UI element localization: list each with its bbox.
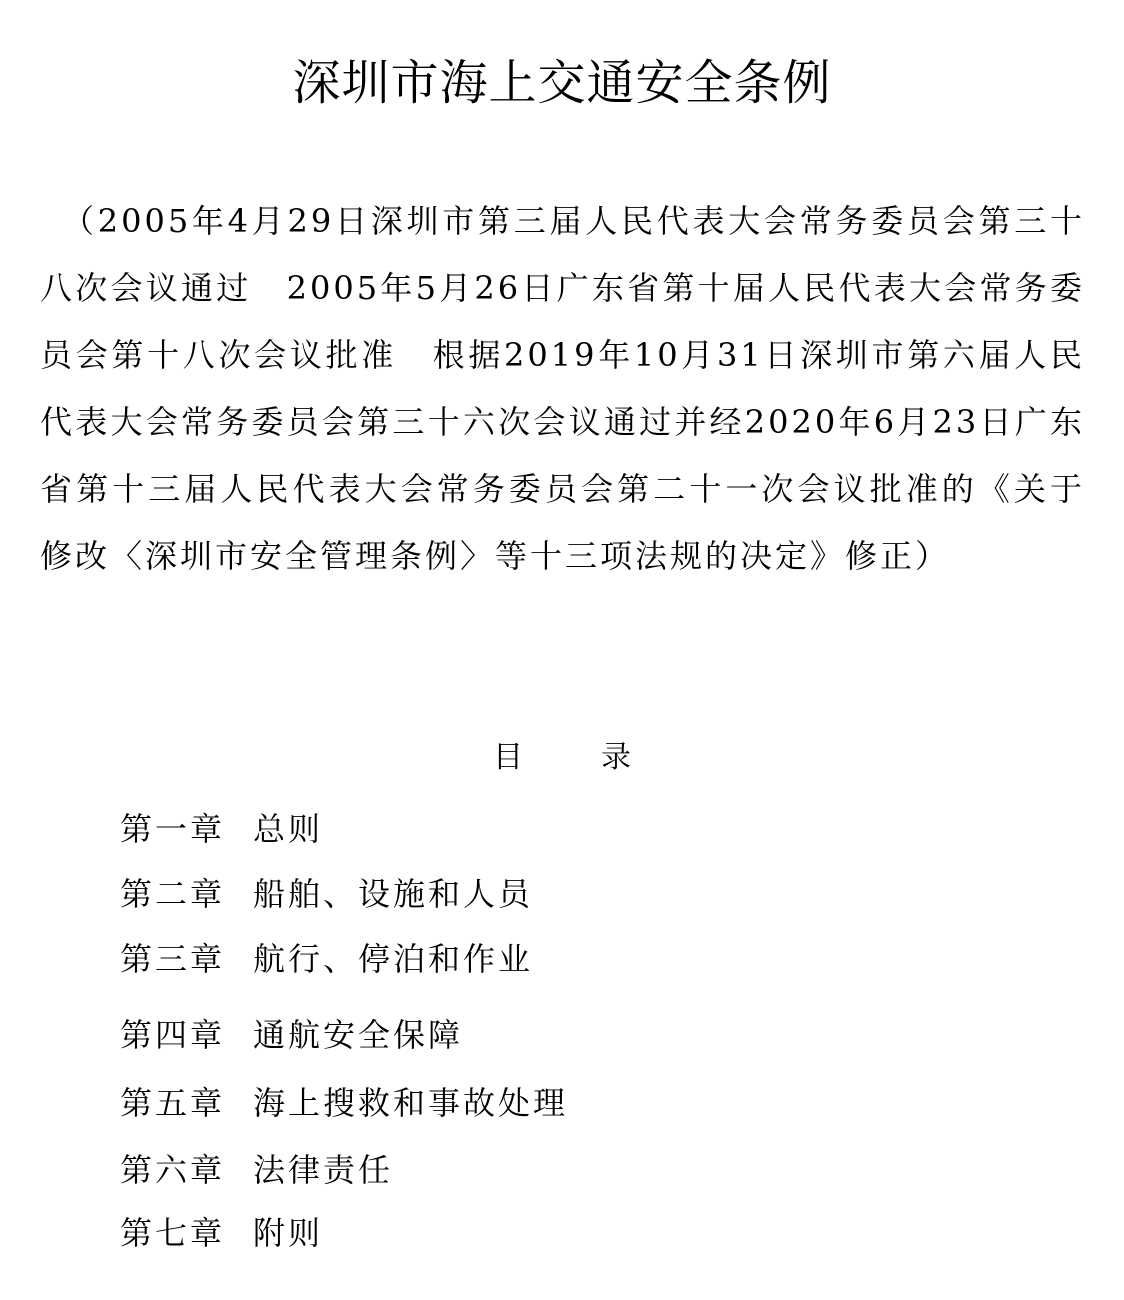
toc-item	[120, 936, 533, 982]
toc-chapter-title: 船舶、设施和人员	[253, 875, 534, 913]
toc-chapter-title: 海上搜救和事故处理	[253, 1084, 569, 1122]
toc-item	[120, 1080, 568, 1126]
toc-chapter-number: 第四章	[120, 1016, 226, 1054]
toc-heading-first-char: 目	[493, 740, 523, 775]
toc-chapter-number: 第一章	[120, 810, 226, 848]
toc-chapter-number: 第五章	[120, 1084, 226, 1122]
toc-item	[120, 1147, 393, 1193]
toc-chapter-title: 法律责任	[253, 1151, 394, 1189]
toc-chapter-number: 第六章	[120, 1151, 226, 1189]
toc-heading-second-char: 录	[601, 740, 631, 775]
toc-chapter-number: 第七章	[120, 1214, 226, 1252]
toc-item	[120, 871, 533, 917]
preamble-paragraph: （2005年4月29日深圳市第三届人民代表大会常务委员会第三十八次会议通过 2005年5月26日广东省第十届人民代表大会常务委员会第十八次会议批准 根据2019年10月31日深圳市第六届人民代表大会常务委员会第三十六次会议通过并经2020年6月23日广东省第十三届人民代表大会常务委员会第二十一次会议批准的《关于修改〈深圳市安全管理条例〉等十三项法规的决定》修正）	[40, 202, 1085, 575]
toc-chapter-title: 航行、停泊和作业	[253, 940, 534, 978]
toc-chapter-number: 第二章	[120, 875, 226, 913]
toc-item	[120, 1012, 463, 1058]
document-title: 深圳市海上交通安全条例	[292, 55, 832, 111]
toc-heading	[0, 733, 1124, 783]
toc-item	[120, 1210, 323, 1256]
toc-chapter-title: 附则	[253, 1214, 324, 1252]
toc-chapter-number: 第三章	[120, 940, 226, 978]
toc-item	[120, 806, 323, 852]
toc-chapter-title: 总则	[253, 810, 324, 848]
toc-chapter-title: 通航安全保障	[253, 1016, 464, 1054]
